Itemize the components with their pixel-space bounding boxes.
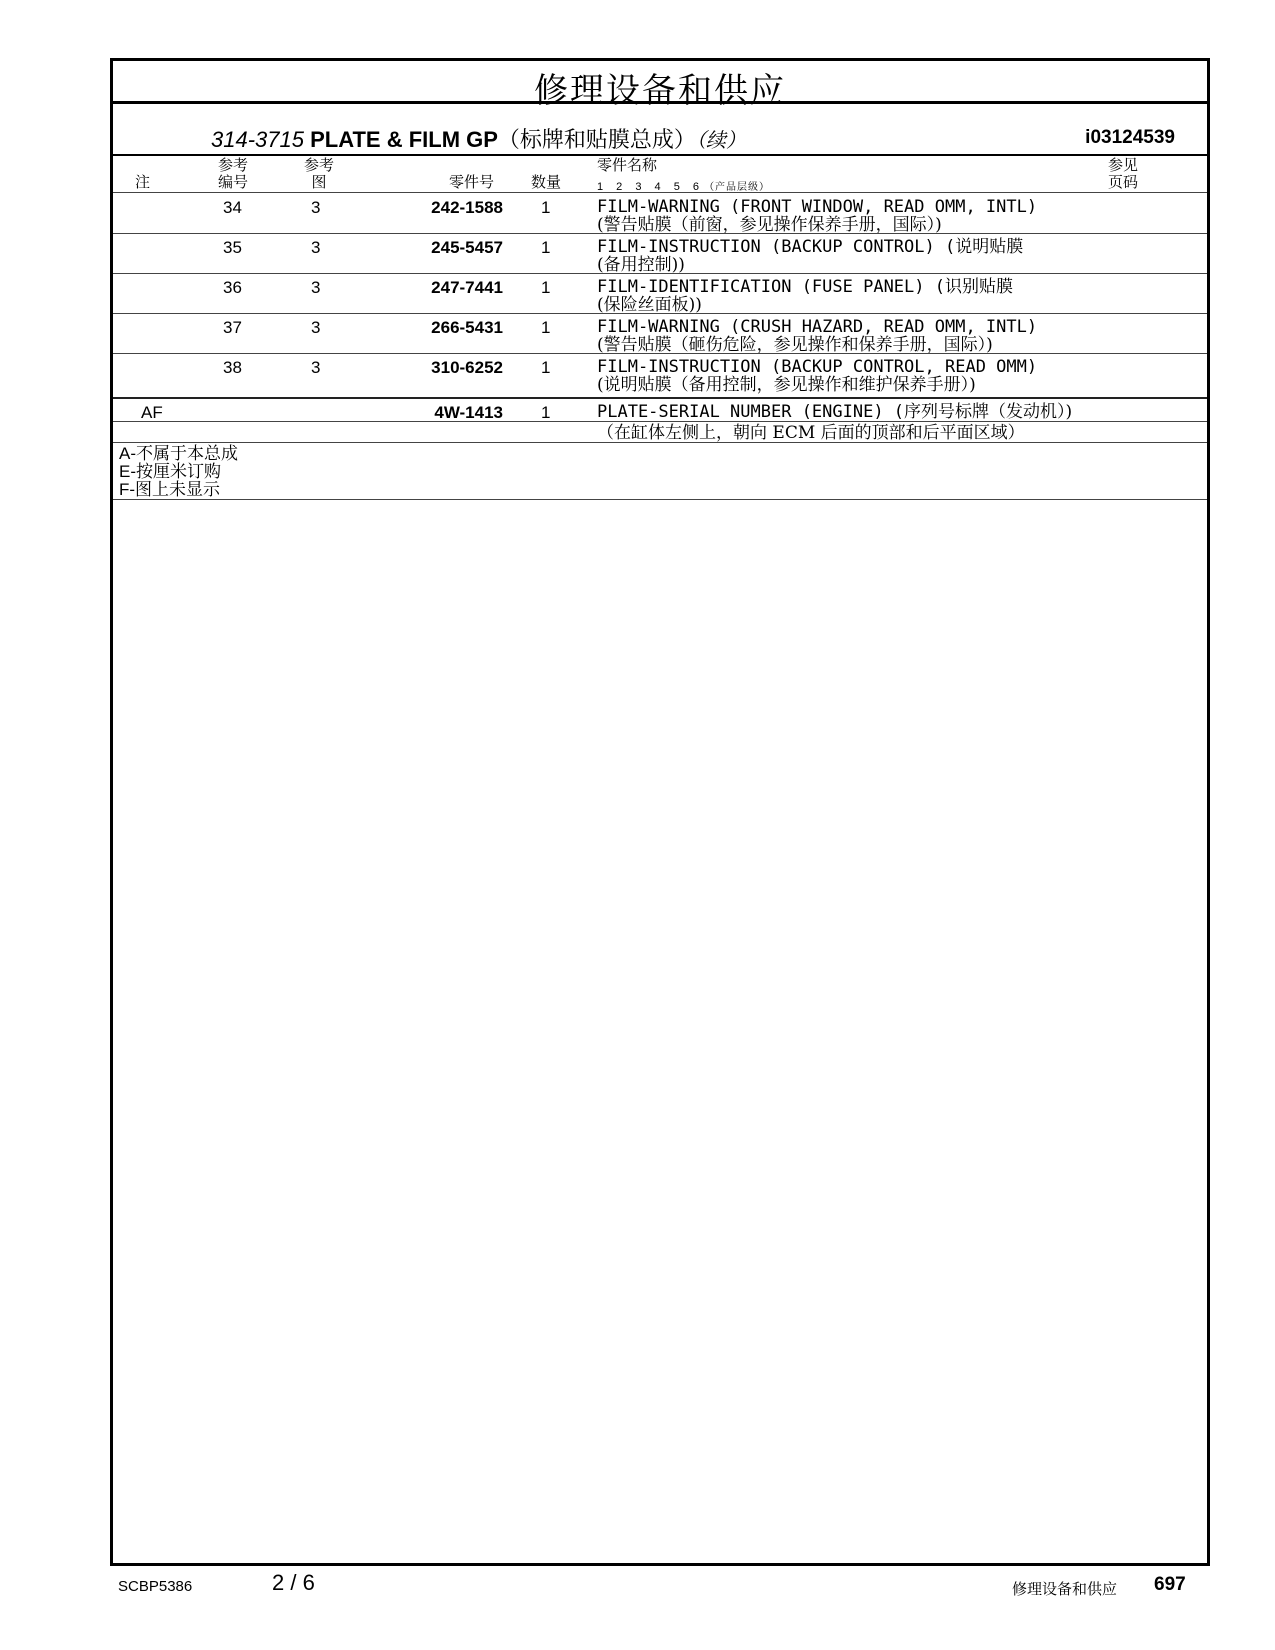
row-desc-line2: (备用控制)) <box>597 255 685 275</box>
row-desc-line1: FILM-WARNING (FRONT WINDOW, READ OMM, INTL) <box>597 197 1038 217</box>
legend-item <box>119 463 238 481</box>
info-id: i03124539 <box>1085 127 1175 148</box>
header-part-name: 零件名称 <box>597 156 658 174</box>
legend-code: E- <box>119 462 136 481</box>
group-name-cn: （标牌和贴膜总成） <box>497 128 696 153</box>
legend-text: 不属于本总成 <box>136 444 238 464</box>
header-ref-fig-line1: 参考 <box>303 156 334 174</box>
af-bottom-divider <box>113 442 1207 443</box>
row-ref: 37 <box>223 318 242 337</box>
row-description <box>597 358 1037 394</box>
group-name: PLATE & FILM GP <box>310 127 498 152</box>
group-divider <box>113 154 1207 156</box>
row-divider <box>113 397 1207 399</box>
row-part-number: 247-7441 <box>431 278 503 297</box>
footer-page-number: 697 <box>1154 1574 1186 1595</box>
footer-page-of: 2 / 6 <box>272 1570 315 1595</box>
legend-item <box>119 445 238 463</box>
header-note: 注 <box>135 173 151 191</box>
row-desc-line1-cn: 识别贴膜 <box>945 277 1013 297</box>
legend-text: 按厘米订购 <box>136 462 221 482</box>
header-divider <box>113 192 1207 193</box>
row-desc-line2: (说明贴膜（备用控制，参见操作和维护保养手册）) <box>597 375 976 395</box>
row-qty: 1 <box>541 238 551 257</box>
row-qty: 1 <box>541 358 551 377</box>
row-desc-line1-cn: 说明贴膜 <box>955 237 1024 257</box>
header-part-no: 零件号 <box>449 173 495 191</box>
header-see-page <box>1103 157 1143 191</box>
af-desc-line1-cn: 序列号标牌（发动机）) <box>904 402 1073 422</box>
row-qty: 1 <box>541 198 551 217</box>
af-location-note <box>597 424 1025 442</box>
row-qty: 1 <box>541 278 551 297</box>
legend-code: A- <box>119 444 136 463</box>
header-ref-fig-line2: 图 <box>311 173 327 191</box>
row-desc-line2: (保险丝面板)) <box>597 295 702 315</box>
row-ref: 38 <box>223 358 242 377</box>
legend-divider <box>113 499 1207 500</box>
af-part-number: 4W-1413 <box>434 403 503 422</box>
legend-text: 图上未显示 <box>135 480 221 500</box>
row-fig: 3 <box>311 318 321 337</box>
row-part-number: 242-1588 <box>431 198 503 217</box>
af-desc-line2: （在缸体左侧上，朝向 ECM 后面的顶部和后平面区域） <box>597 423 1025 443</box>
group-part-number: 314-3715 <box>211 127 304 152</box>
row-ref: 35 <box>223 238 242 257</box>
header-ref-no-line1: 参考 <box>217 156 248 174</box>
header-levels <box>597 178 770 193</box>
af-qty: 1 <box>541 403 551 422</box>
footer-section: 修理设备和供应 <box>1012 1580 1118 1598</box>
row-divider <box>113 273 1207 274</box>
row-fig: 3 <box>311 198 321 217</box>
row-fig: 3 <box>311 238 321 257</box>
af-desc-line1: PLATE-SERIAL NUMBER (ENGINE) ( <box>597 402 905 422</box>
header-see-page-line1: 参见 <box>1107 156 1138 174</box>
page-frame <box>110 58 1210 1566</box>
row-divider <box>113 233 1207 234</box>
row-desc-line2: (警告贴膜（前窗，参见操作保养手册，国际）) <box>597 215 942 235</box>
row-desc-line1: FILM-IDENTIFICATION (FUSE PANEL) ( <box>597 277 945 297</box>
header-ref-no-line2: 编号 <box>217 173 248 191</box>
legend <box>119 445 238 499</box>
row-desc-line1: FILM-WARNING (CRUSH HAZARD, READ OMM, INTL) <box>597 317 1038 337</box>
row-description <box>597 198 1037 234</box>
row-fig: 3 <box>311 358 321 377</box>
af-note: AF <box>141 403 163 422</box>
footer-doc-id: SCBP5386 <box>118 1578 193 1595</box>
row-divider <box>113 353 1207 354</box>
row-part-number: 266-5431 <box>431 318 503 337</box>
row-fig: 3 <box>311 278 321 297</box>
row-divider <box>113 313 1207 314</box>
af-description <box>597 403 1072 421</box>
page-title: 修理设备和供应 <box>534 71 786 111</box>
legend-item <box>119 481 238 499</box>
header-levels-note: （产品层级） <box>704 182 771 193</box>
row-desc-line2: (警告贴膜（砸伤危险，参见操作和保养手册，国际）) <box>597 335 993 355</box>
row-desc-line1: FILM-INSTRUCTION (BACKUP CONTROL, READ OMM) <box>597 357 1038 377</box>
group-title <box>211 123 746 154</box>
legend-code: F- <box>119 480 136 499</box>
continued-label: （续） <box>695 128 746 152</box>
af-divider <box>113 421 1207 422</box>
header-ref-no <box>213 157 253 191</box>
row-ref: 34 <box>223 198 242 217</box>
row-qty: 1 <box>541 318 551 337</box>
header-ref-fig <box>299 157 339 191</box>
title-divider <box>113 101 1207 104</box>
row-desc-line1: FILM-INSTRUCTION (BACKUP CONTROL) ( <box>597 237 956 257</box>
row-ref: 36 <box>223 278 242 297</box>
header-level-numbers: 1 2 3 4 5 6 <box>597 181 700 193</box>
row-description <box>597 238 1023 274</box>
row-description <box>597 278 1013 314</box>
row-part-number: 310-6252 <box>431 358 503 377</box>
row-description <box>597 318 1037 354</box>
row-part-number: 245-5457 <box>431 238 503 257</box>
header-qty: 数量 <box>531 173 562 191</box>
header-see-page-line2: 页码 <box>1107 173 1138 191</box>
